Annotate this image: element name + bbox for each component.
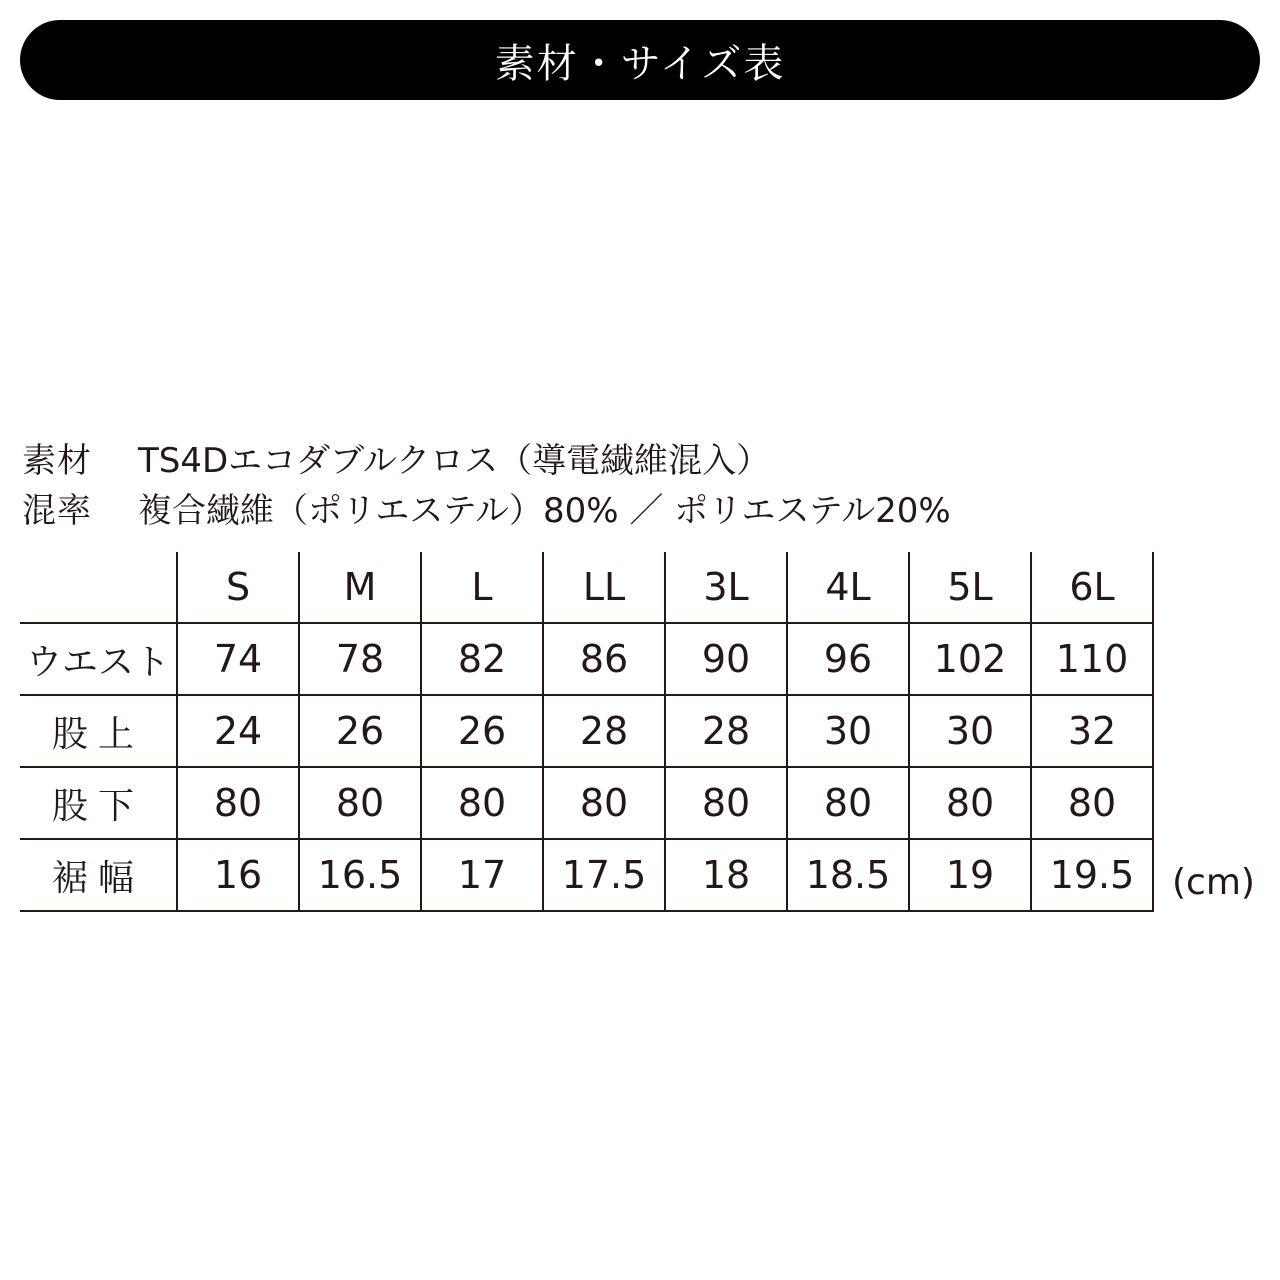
size-table <box>20 552 1154 912</box>
section-title: 素材・サイズ表 <box>494 40 786 87</box>
table-cell: 80 <box>1031 767 1153 839</box>
table-cell: 16.5 <box>299 839 421 911</box>
size-header: 5L <box>909 552 1031 623</box>
table-cell: 82 <box>421 623 543 695</box>
blend-line <box>22 483 951 532</box>
material-line <box>22 433 770 482</box>
table-cell: 80 <box>665 767 787 839</box>
row-label: 股下 <box>20 767 177 839</box>
size-header: LL <box>543 552 665 623</box>
table-row-waist <box>20 623 1153 695</box>
table-cell: 74 <box>177 623 299 695</box>
row-label: ウエスト <box>20 623 177 695</box>
row-label: 裾幅 <box>20 839 177 911</box>
table-cell: 110 <box>1031 623 1153 695</box>
table-cell: 30 <box>787 695 909 767</box>
table-cell: 86 <box>543 623 665 695</box>
size-header: 3L <box>665 552 787 623</box>
table-cell: 18 <box>665 839 787 911</box>
table-cell: 17 <box>421 839 543 911</box>
table-cell: 80 <box>543 767 665 839</box>
blend-value: 複合繊維（ポリエステル）80% ／ ポリエステル20% <box>138 491 951 531</box>
table-cell: 80 <box>177 767 299 839</box>
table-cell: 26 <box>299 695 421 767</box>
table-cell: 28 <box>543 695 665 767</box>
table-cell: 28 <box>665 695 787 767</box>
table-cell: 24 <box>177 695 299 767</box>
size-header: L <box>421 552 543 623</box>
table-cell: 19.5 <box>1031 839 1153 911</box>
table-cell: 19 <box>909 839 1031 911</box>
row-label: 股上 <box>20 695 177 767</box>
table-row-rise <box>20 695 1153 767</box>
table-cell: 80 <box>909 767 1031 839</box>
material-label: 素材 <box>22 441 92 481</box>
size-header: 6L <box>1031 552 1153 623</box>
table-cell: 18.5 <box>787 839 909 911</box>
table-cell: 17.5 <box>543 839 665 911</box>
table-cell: 32 <box>1031 695 1153 767</box>
size-header: M <box>299 552 421 623</box>
table-row-inseam <box>20 767 1153 839</box>
blend-label: 混率 <box>22 491 92 531</box>
table-row-hem-width <box>20 839 1153 911</box>
table-cell: 80 <box>787 767 909 839</box>
corner-cell <box>20 552 177 623</box>
table-cell: 90 <box>665 623 787 695</box>
table-cell: 96 <box>787 623 909 695</box>
size-header-row <box>20 552 1153 623</box>
material-value: TS4Dエコダブルクロス（導電繊維混入） <box>138 441 771 481</box>
table-cell: 30 <box>909 695 1031 767</box>
section-header-bar <box>20 20 1260 100</box>
size-header: 4L <box>787 552 909 623</box>
table-cell: 26 <box>421 695 543 767</box>
unit-label: (cm) <box>1172 862 1255 903</box>
table-cell: 80 <box>299 767 421 839</box>
table-cell: 78 <box>299 623 421 695</box>
table-cell: 102 <box>909 623 1031 695</box>
table-cell: 16 <box>177 839 299 911</box>
table-cell: 80 <box>421 767 543 839</box>
size-header: S <box>177 552 299 623</box>
